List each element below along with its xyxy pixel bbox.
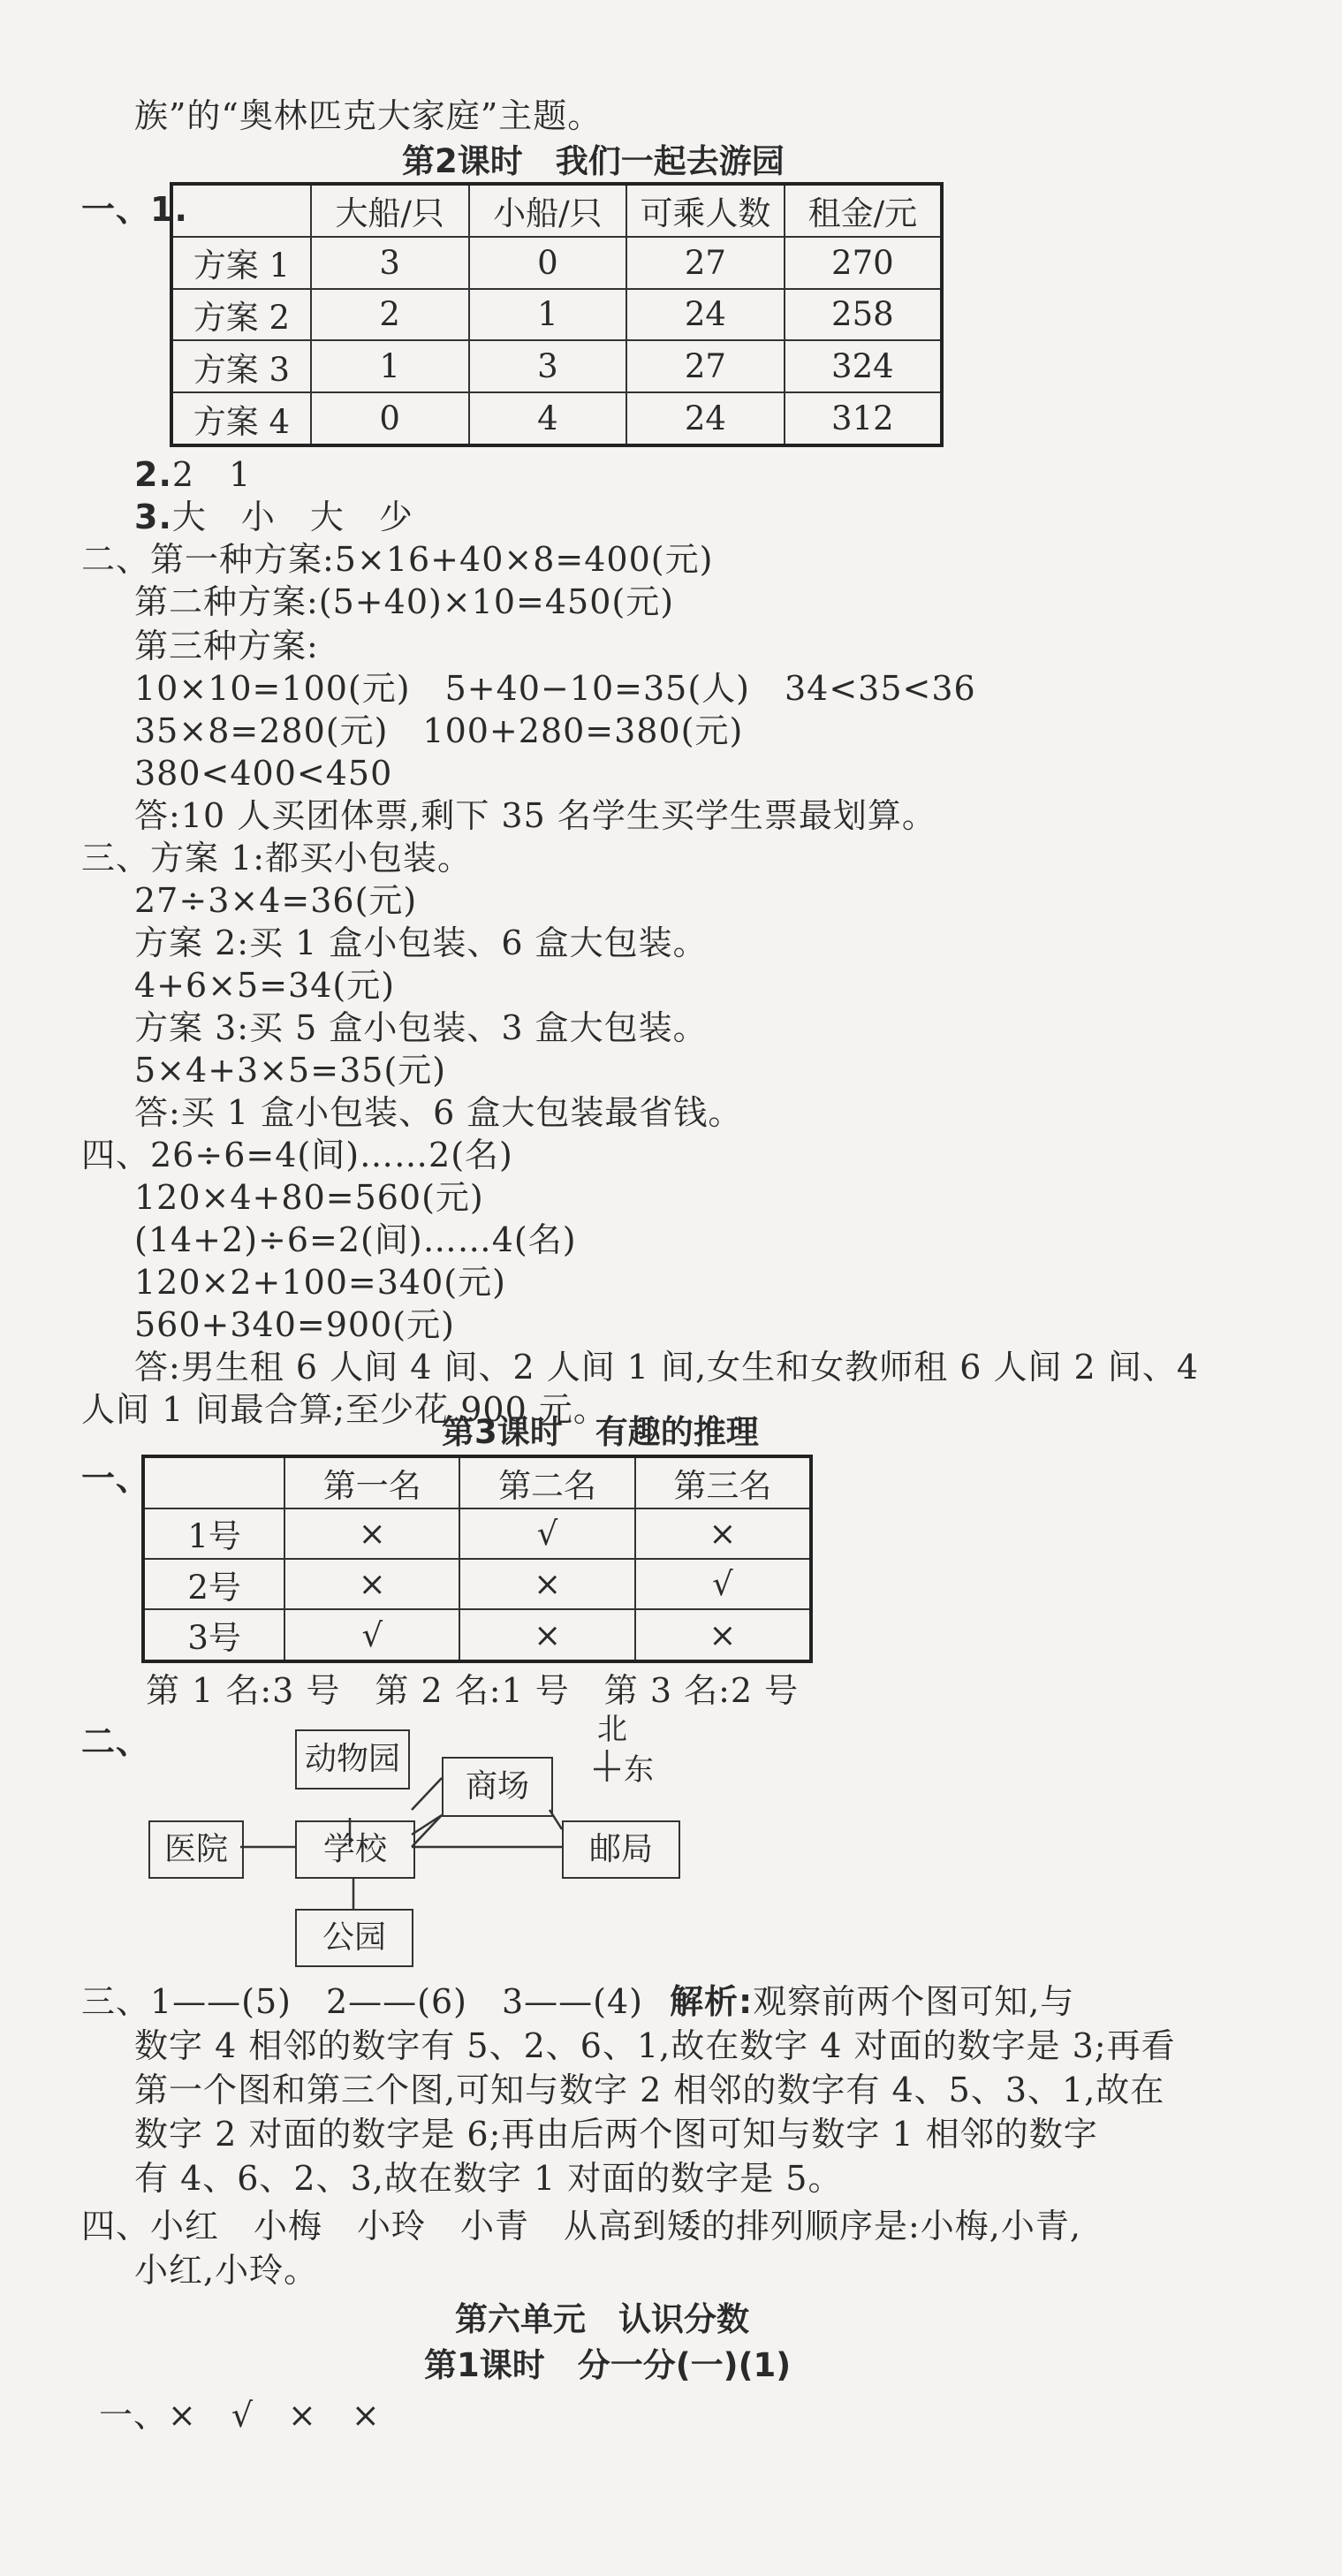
table-cell: × [284, 1508, 459, 1559]
intro-line: 族”的“奥林匹克大家庭”主题。 [134, 96, 603, 135]
table-cell: 24 [626, 289, 785, 341]
compass-north-label: 北 [597, 1712, 628, 1747]
table-cell: 1 [469, 289, 627, 341]
question-number: 3. [134, 498, 172, 536]
lesson2-part2-line: 35×8=280(元) 100+280=380(元) [134, 711, 744, 750]
table-cell: 24 [626, 392, 785, 445]
lesson3-q1-label: 一、 [81, 1459, 151, 1498]
lesson2-part2-line: 第二种方案:(5+40)×10=450(元) [134, 582, 675, 621]
lesson2-part2-line: 10×10=100(元) 5+40−10=35(人) 34<35<36 [134, 669, 976, 708]
table-cell: 方案 4 [171, 392, 311, 445]
table-cell: 258 [785, 289, 942, 341]
lesson2-part4-line: 120×2+100=340(元) [134, 1263, 506, 1302]
table-cell: 312 [785, 392, 942, 445]
lesson2-part4-line: (14+2)÷6=2(间)……4(名) [134, 1220, 577, 1259]
answer-text: 2 1 [171, 455, 252, 494]
table-header-cell: 小船/只 [469, 184, 627, 237]
table-cell: 1号 [143, 1508, 284, 1559]
lesson2-part2-line: 第三种方案: [134, 627, 319, 665]
lesson2-part3-line: 4+6×5=34(元) [134, 966, 396, 1005]
lesson2-title: 第2课时 我们一起去游园 [402, 142, 785, 180]
table-cell: 3 [469, 340, 627, 392]
table-cell: × [635, 1609, 811, 1661]
lesson2-part4-line: 人间 1 间最合算;至少花 900 元。 [81, 1390, 608, 1429]
ranking-answer: 第 1 名:3 号 第 2 名:1 号 第 3 名:2 号 [146, 1671, 800, 1710]
unit6-title: 第六单元 认识分数 [455, 2300, 749, 2338]
table-cell: × [284, 1559, 459, 1609]
analysis-text: 观察前两个图可知,与 [753, 1982, 1075, 2021]
table-cell: 27 [626, 237, 785, 289]
table-cell: 2 [311, 289, 469, 341]
compass-east-label: 东 [624, 1752, 655, 1788]
table-header-cell: 第三名 [635, 1456, 811, 1508]
lesson3-part4-line: 四、小红 小梅 小玲 小青 从高到矮的排列顺序是:小梅,小青, [81, 2207, 1081, 2245]
table-cell: 324 [785, 340, 942, 392]
lesson2-part4-line: 120×4+80=560(元) [134, 1178, 484, 1217]
table-cell: 3号 [143, 1609, 284, 1661]
lesson2-part3-line: 27÷3×4=36(元) [134, 881, 418, 920]
table-cell: 方案 3 [171, 340, 311, 392]
lesson2-part4-line: 四、26÷6=4(间)……2(名) [81, 1136, 513, 1174]
lesson2-part3-line: 答:买 1 盒小包装、6 盒大包装最省钱。 [134, 1093, 743, 1132]
table-cell: 4 [469, 392, 627, 445]
table-cell: 1 [311, 340, 469, 392]
analysis-line: 第一个图和第三个图,可知与数字 2 相邻的数字有 4、5、3、1,故在 [134, 2071, 1165, 2109]
table-cell: √ [459, 1508, 634, 1559]
analysis-line: 数字 4 相邻的数字有 5、2、6、1,故在数字 4 对面的数字是 3;再看 [134, 2026, 1176, 2065]
table-header-cell: 第二名 [459, 1456, 634, 1508]
lesson3-part3-head [81, 1979, 1074, 2024]
table-cell: × [459, 1609, 634, 1661]
question-number: 2. [134, 455, 172, 494]
map-park: 公园 [295, 1909, 413, 1967]
lesson2-part4-line: 答:男生租 6 人间 4 间、2 人间 1 间,女生和女教师租 6 人间 2 间、4 [134, 1348, 1199, 1387]
map-mall: 商场 [442, 1757, 553, 1817]
table-cell: 方案 1 [171, 237, 311, 289]
lesson2-part3-line: 方案 3:买 5 盒小包装、3 盒大包装。 [134, 1008, 708, 1047]
matching-answer: 三、1——(5) 2——(6) 3——(4) [81, 1982, 644, 2021]
analysis-line: 数字 2 对面的数字是 6;再由后两个图可知与数字 1 相邻的数字 [134, 2115, 1098, 2154]
lesson2-part2-line: 380<400<450 [134, 754, 393, 793]
table-cell: 27 [626, 340, 785, 392]
table-header-cell: 大船/只 [311, 184, 469, 237]
table-cell: × [635, 1508, 811, 1559]
map-zoo: 动物园 [295, 1729, 410, 1790]
table-cell: 0 [311, 392, 469, 445]
unit6-lesson-title: 第1课时 分一分(一)(1) [424, 2346, 792, 2384]
lesson2-part2-line: 二、第一种方案:5×16+40×8=400(元) [81, 540, 714, 579]
lesson2-part3-line: 三、方案 1:都买小包装。 [81, 839, 473, 878]
lesson3-part4-line: 小红,小玲。 [134, 2251, 319, 2290]
answer-text: 大 小 大 少 [171, 498, 413, 536]
unit6-q1: 一、× √ × × [99, 2396, 381, 2435]
map-hospital: 医院 [148, 1820, 244, 1879]
table-cell: 2号 [143, 1559, 284, 1609]
table-header-cell: 可乘人数 [626, 184, 785, 237]
lesson3-q2-label: 二、 [81, 1722, 151, 1761]
table-cell: 3 [311, 237, 469, 289]
lesson2-q1-label: 一、1. [81, 190, 188, 229]
table-cell: √ [635, 1559, 811, 1609]
table-header-cell: 第一名 [284, 1456, 459, 1508]
analysis-line: 有 4、6、2、3,故在数字 1 对面的数字是 5。 [134, 2159, 843, 2198]
analysis-label: 解析: [670, 1982, 754, 2021]
table-cell: 方案 2 [171, 289, 311, 341]
table-cell: √ [284, 1609, 459, 1661]
lesson2-part4-line: 560+340=900(元) [134, 1305, 455, 1344]
map-post-office: 邮局 [562, 1820, 680, 1879]
table-cell: × [459, 1559, 634, 1609]
lesson2-part2-line: 答:10 人买团体票,剩下 35 名学生买学生票最划算。 [134, 796, 936, 835]
lesson3-title: 第3课时 有趣的推理 [442, 1413, 759, 1451]
map-school: 学校 [295, 1820, 415, 1879]
table-cell: 0 [469, 237, 627, 289]
lesson2-part3-line: 5×4+3×5=35(元) [134, 1051, 447, 1090]
table-cell: 270 [785, 237, 942, 289]
lesson2-part3-line: 方案 2:买 1 盒小包装、6 盒大包装。 [134, 923, 708, 962]
table-header-cell: 租金/元 [785, 184, 942, 237]
